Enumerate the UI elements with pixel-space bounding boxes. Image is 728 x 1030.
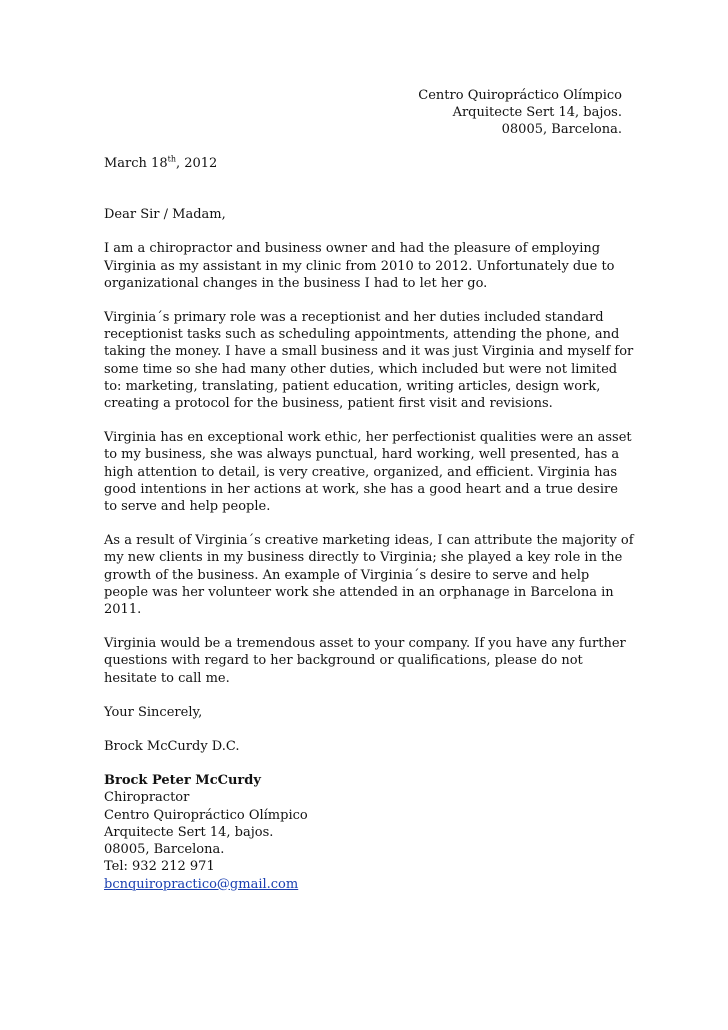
date-year: , 2012: [175, 156, 218, 171]
signature-phone: Tel: 932 212 971: [104, 859, 215, 875]
date-prefix: March 18: [104, 156, 168, 171]
letter-body: [104, 155, 634, 893]
paragraph-4: As a result of Virginia´s creative marketing ideas, I can attribute the majority of my new clients in my business directly to Virginia; she played a key role in the growth of the business. An example of Virginia´s desire to serve and help people was her volunteer work she attended in an orphanage in Barcelona in 2011.: [104, 533, 634, 618]
signature-clinic: Centro Quiropráctico Olímpico: [104, 807, 308, 823]
paragraph-3: Virginia has en exceptional work ethic, her perfectionist qualities were an asset to my business, she was always punctual, hard working, well presented, has a high attention to detail, is very creative, organized, and efficient. Virginia has good intentions in her actions at work, she has a good heart and a true desire to serve and help people.: [104, 430, 632, 515]
paragraph-1: I am a chiropractor and business owner and had the pleasure of employing Virginia as my assistant in my clinic from 2010 to 2012. Unfortunately due to organizational changes in the business I had to let her go.: [104, 241, 615, 291]
salutation: Dear Sir / Madam,: [104, 207, 226, 223]
signature-block: [104, 772, 634, 892]
sender-address-line-1: Centro Quiropráctico Olímpico: [418, 88, 622, 103]
closing: Your Sincerely,: [104, 704, 203, 720]
sender-address-line-3: 08005, Barcelona.: [501, 122, 622, 138]
date-ordinal-suffix: th: [167, 154, 176, 164]
signature-city: 08005, Barcelona.: [104, 842, 225, 858]
sender-address-line-2: Arquitecte Sert 14, bajos.: [452, 105, 622, 121]
signature-name: Brock Peter McCurdy: [104, 773, 261, 789]
signed-name: Brock McCurdy D.C.: [104, 739, 240, 755]
signature-title: Chiropractor: [104, 790, 190, 806]
sender-address: [418, 87, 622, 139]
signature-street: Arquitecte Sert 14, bajos.: [104, 824, 274, 840]
signature-email-link[interactable]: bcnquiropractico@gmail.com: [104, 876, 299, 892]
paragraph-5: Virginia would be a tremendous asset to your company. If you have any further questions with regard to her background or qualifications, please do not hesitate to call me.: [104, 636, 626, 686]
paragraph-2: Virginia´s primary role was a receptionist and her duties included standard receptionist tasks such as scheduling appointments, attending the phone, and taking the money. I have a small business and it was just Virginia and myself for some time so she had many other duties, which included but were not limited to: marketing, translating, patient education, writing articles, design work, creating a protocol for the business, patient first visit and revisions.: [104, 310, 634, 412]
letter-date: [104, 155, 634, 172]
